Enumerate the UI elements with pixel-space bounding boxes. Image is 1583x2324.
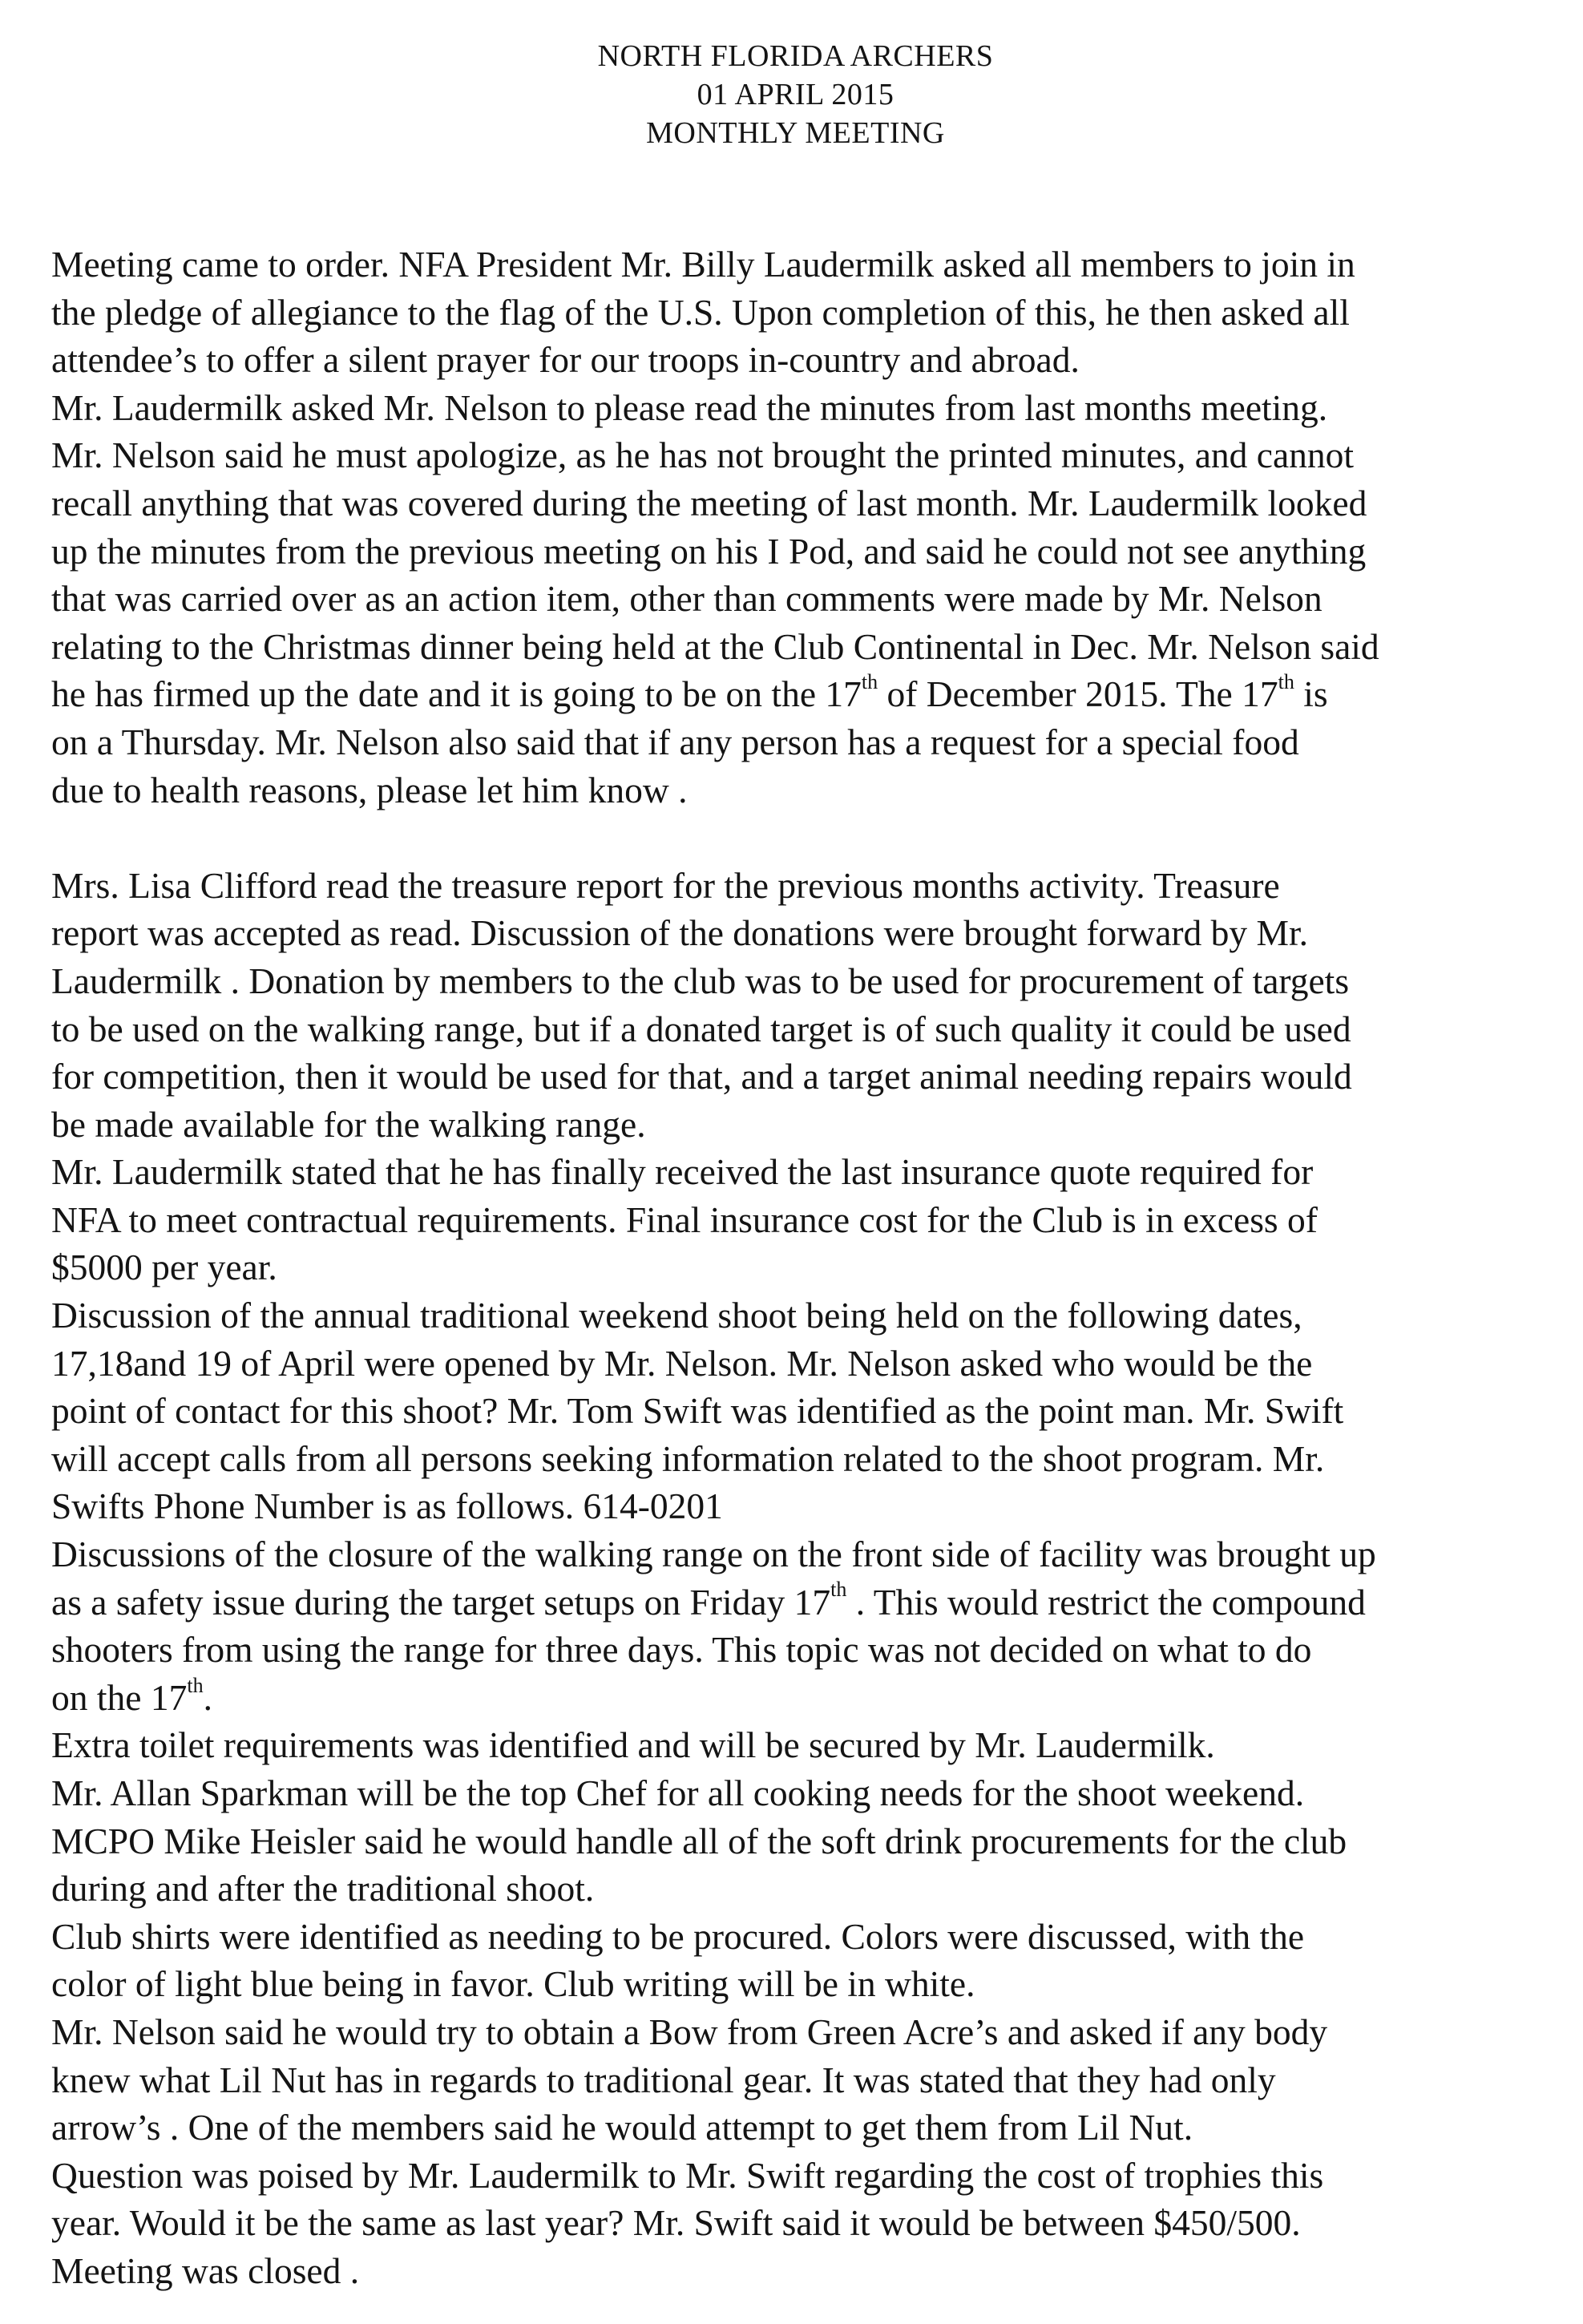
text-line: Mr. Laudermilk stated that he has finally received the last insurance quote required for (51, 1151, 1314, 1193)
text-line: the pledge of allegiance to the flag of the U.S. Upon completion of this, he then asked all (51, 291, 1350, 333)
text-line: to be used on the walking range, but if a donated target is of such quality it could be used (51, 1008, 1351, 1049)
text-line: shooters from using the range for three days. This topic was not decided on what to do (51, 1629, 1312, 1671)
text-line (51, 1674, 1558, 1722)
text-line: year. Would it be the same as last year? Mr. Swift said it would be between $450/500. (51, 2202, 1301, 2244)
text-line: will accept calls from all persons seeking information related to the shoot program. Mr. (51, 1437, 1325, 1479)
text-line: arrow’s . One of the members said he would attempt to get them from Lil Nut. (51, 2107, 1193, 2148)
document-header (0, 37, 1583, 152)
text-line: knew what Lil Nut has in regards to traditional gear. It was stated that they had only (51, 2059, 1276, 2100)
text-line: 17,18and 19 of April were opened by Mr. Nelson. Mr. Nelson asked who would be the (51, 1342, 1313, 1384)
text-line (51, 1578, 1558, 1627)
meeting-type: MONTHLY MEETING (646, 116, 945, 150)
text-line: on a Thursday. Mr. Nelson also said that if any person has a request for a special food (51, 721, 1299, 762)
text-line: recall anything that was covered during the meeting of last month. Mr. Laudermilk looked (51, 482, 1367, 523)
text-line: relating to the Christmas dinner being held at the Club Continental in Dec. Mr. Nelson said (51, 625, 1379, 667)
ordinal-suffix: th (187, 1673, 204, 1697)
text-fragment: on the 17 (51, 1676, 188, 1718)
meeting-date: 01 APRIL 2015 (697, 78, 894, 111)
ordinal-suffix: th (861, 670, 878, 694)
text-line: Laudermilk . Donation by members to the club was to be used for procurement of targets (51, 960, 1350, 1001)
text-line: Question was poised by Mr. Laudermilk to Mr. Swift regarding the cost of trophies this (51, 2154, 1324, 2196)
text-line: Mr. Nelson said he would try to obtain a Bow from Green Acre’s and asked if any body (51, 2011, 1328, 2052)
text-fragment: is (1294, 673, 1328, 715)
text-line: Discussions of the closure of the walking range on the front side of facility was brought up (51, 1534, 1376, 1575)
paragraph-opening (51, 240, 1558, 814)
text-line: Meeting was closed . (51, 2249, 360, 2291)
text-line: up the minutes from the previous meeting on his I Pod, and said he could not see anything (51, 530, 1367, 572)
text-line: point of contact for this shoot? Mr. Tom Swift was identified as the point man. Mr. Swift (51, 1390, 1344, 1432)
ordinal-suffix: th (830, 1578, 847, 1602)
text-line: that was carried over as an action item, other than comments were made by Mr. Nelson (51, 578, 1323, 620)
text-line: NFA to meet contractual requirements. Final insurance cost for the Club is in excess of (51, 1198, 1318, 1240)
text-line: Club shirts were identified as needing to be procured. Colors were discussed, with the (51, 1915, 1305, 1957)
text-fragment: he has firmed up the date and it is going to be on the 17 (51, 673, 862, 715)
paragraph-business (51, 862, 1558, 2295)
text-line: MCPO Mike Heisler said he would handle all of the soft drink procurements for the club (51, 1820, 1347, 1861)
text-line: Mr. Laudermilk asked Mr. Nelson to please read the minutes from last months meeting. (51, 386, 1328, 428)
text-line: attendee’s to offer a silent prayer for our troops in-country and abroad. (51, 339, 1080, 381)
text-line: be made available for the walking range. (51, 1103, 646, 1145)
text-line: Swifts Phone Number is as follows. 614-0201 (51, 1485, 723, 1527)
text-line: report was accepted as read. Discussion of the donations were brought forward by Mr. (51, 912, 1309, 954)
text-line: Discussion of the annual traditional weekend shoot being held on the following dates, (51, 1295, 1302, 1336)
text-line: Mrs. Lisa Clifford read the treasure report for the previous months activity. Treasure (51, 864, 1280, 906)
text-line: for competition, then it would be used for that, and a target animal needing repairs would (51, 1056, 1352, 1097)
text-line: Mr. Nelson said he must apologize, as he has not brought the printed minutes, and cannot (51, 434, 1355, 476)
minutes-body (51, 240, 1558, 2295)
paragraph-gap (51, 814, 1558, 862)
text-fragment: as a safety issue during the target setups on Friday 17 (51, 1581, 831, 1623)
text-fragment: . (203, 1676, 212, 1718)
text-line: during and after the traditional shoot. (51, 1868, 595, 1910)
organization-name: NORTH FLORIDA ARCHERS (597, 39, 994, 73)
text-line: Mr. Allan Sparkman will be the top Chef for all cooking needs for the shoot weekend. (51, 1772, 1305, 1813)
text-fragment: of December 2015. The 17 (878, 673, 1278, 715)
text-line: $5000 per year. (51, 1247, 277, 1288)
text-line (51, 670, 1558, 718)
text-line: Meeting came to order. NFA President Mr. Billy Laudermilk asked all members to join in (51, 244, 1355, 285)
text-line: Extra toilet requirements was identified and will be secured by Mr. Laudermilk. (51, 1724, 1215, 1766)
ordinal-suffix: th (1278, 670, 1294, 694)
text-line: due to health reasons, please let him know . (51, 769, 688, 810)
text-fragment: . This would restrict the compound (846, 1581, 1366, 1623)
text-line: color of light blue being in favor. Club writing will be in white. (51, 1963, 975, 2005)
